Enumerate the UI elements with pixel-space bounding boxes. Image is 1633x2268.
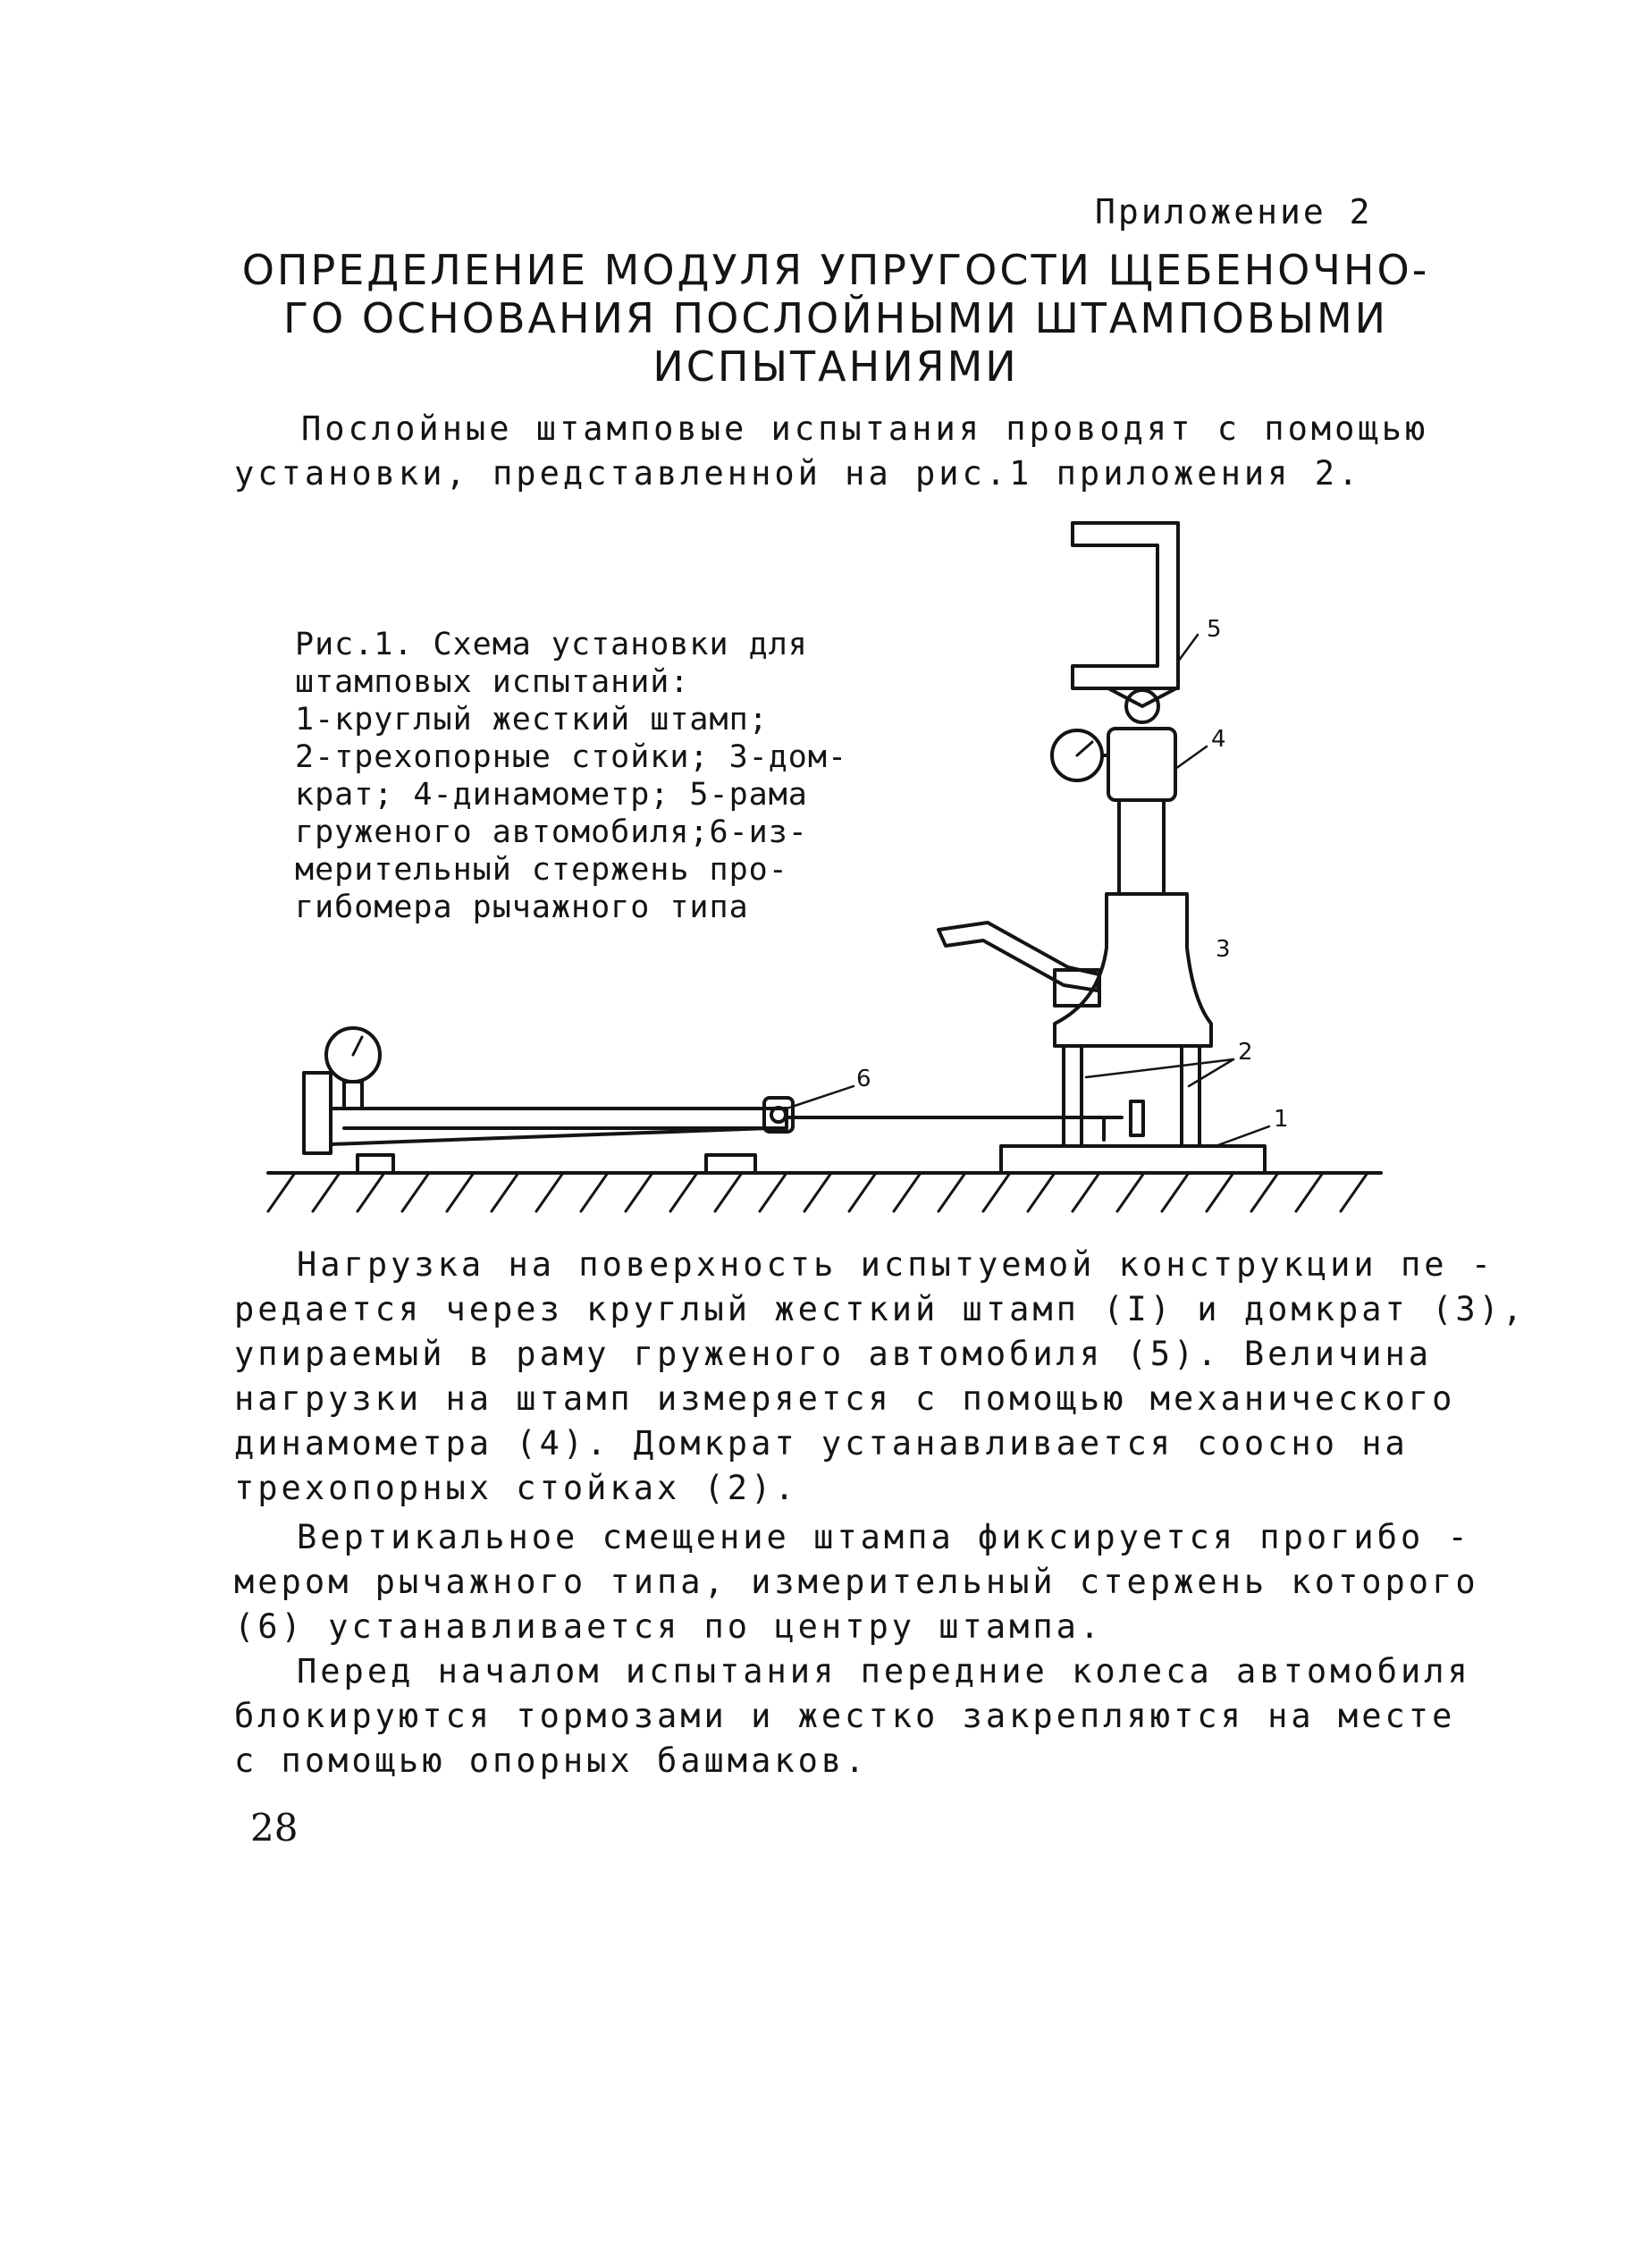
title-line: ИСПЫТАНИЯМИ	[652, 342, 1019, 391]
text-line: Перед началом испытания передние колеса автомобиля	[297, 1652, 1471, 1690]
label-6: 6	[856, 1066, 871, 1092]
page-number: 28	[250, 1806, 299, 1850]
paragraph-load	[234, 1243, 1526, 1511]
paragraph-displacement	[234, 1515, 1479, 1649]
text-line: блокируются тормозами и жестко закрепляются на месте	[234, 1697, 1456, 1735]
paragraph-wheels	[234, 1649, 1471, 1783]
text-line: трехопорных стойках (2).	[234, 1469, 798, 1507]
text-line: упираемый в раму груженого автомобиля (5). Величина	[234, 1335, 1433, 1373]
caption-line: 1-круглый жесткий штамп;	[295, 702, 769, 738]
text-line: нагрузки на штамп измеряется с помощью механического	[234, 1379, 1456, 1418]
caption-line: штамповых испытаний:	[295, 664, 690, 700]
label-4: 4	[1211, 726, 1226, 753]
caption-line: груженого автомобиля;6-из-	[295, 814, 808, 850]
caption-line: крат; 4-динамометр; 5-рама	[295, 777, 808, 813]
text-line: с помощью опорных башмаков.	[234, 1741, 869, 1780]
ground-hatching	[268, 1173, 1368, 1211]
dynamometer	[1108, 729, 1175, 800]
caption-line: гибомера рычажного типа	[295, 889, 749, 925]
text-line: Послойные штамповые испытания проводят с помощью	[301, 409, 1429, 448]
text-line: динамометра (4). Домкрат устанавливается соосно на	[234, 1424, 1409, 1463]
appendix-label: Приложение 2	[1095, 192, 1373, 232]
label-5: 5	[1207, 616, 1222, 643]
truck-frame	[1073, 523, 1178, 688]
title-line: ОПРЕДЕЛЕНИЕ МОДУЛЯ УПРУГОСТИ ЩЕБЕНОЧНО-	[241, 246, 1430, 294]
title-line: ГО ОСНОВАНИЯ ПОСЛОЙНЫМИ ШТАМПОВЫМИ	[282, 294, 1389, 342]
jack-rod	[1119, 800, 1164, 894]
deflectometer-lever	[304, 1028, 1143, 1173]
text-line: Нагрузка на поверхность испытуемой конструкции пе -	[297, 1245, 1495, 1284]
text-line: Вертикальное смещение штампа фиксируется прогибо -	[297, 1518, 1471, 1556]
caption-line: 2-трехопорные стойки; 3-дом-	[295, 739, 848, 775]
text-line: (6) устанавливается по центру штампа.	[234, 1607, 1104, 1646]
label-2: 2	[1238, 1039, 1253, 1066]
text-line: мером рычажного типа, измерительный стержень которого	[234, 1563, 1479, 1601]
stamp-plate	[1001, 1146, 1265, 1173]
label-3: 3	[1216, 936, 1231, 963]
text-line: установки, представленной на рис.1 приложения 2.	[234, 454, 1362, 493]
label-1: 1	[1274, 1106, 1289, 1133]
caption-line: Рис.1. Схема установки для	[295, 627, 808, 662]
jack-handle	[939, 923, 1099, 1006]
figure-caption	[295, 626, 847, 926]
text-line: редается через круглый жесткий штамп (I) и домкрат (3),	[234, 1290, 1527, 1328]
caption-line: мерительный стержень про-	[295, 852, 788, 888]
